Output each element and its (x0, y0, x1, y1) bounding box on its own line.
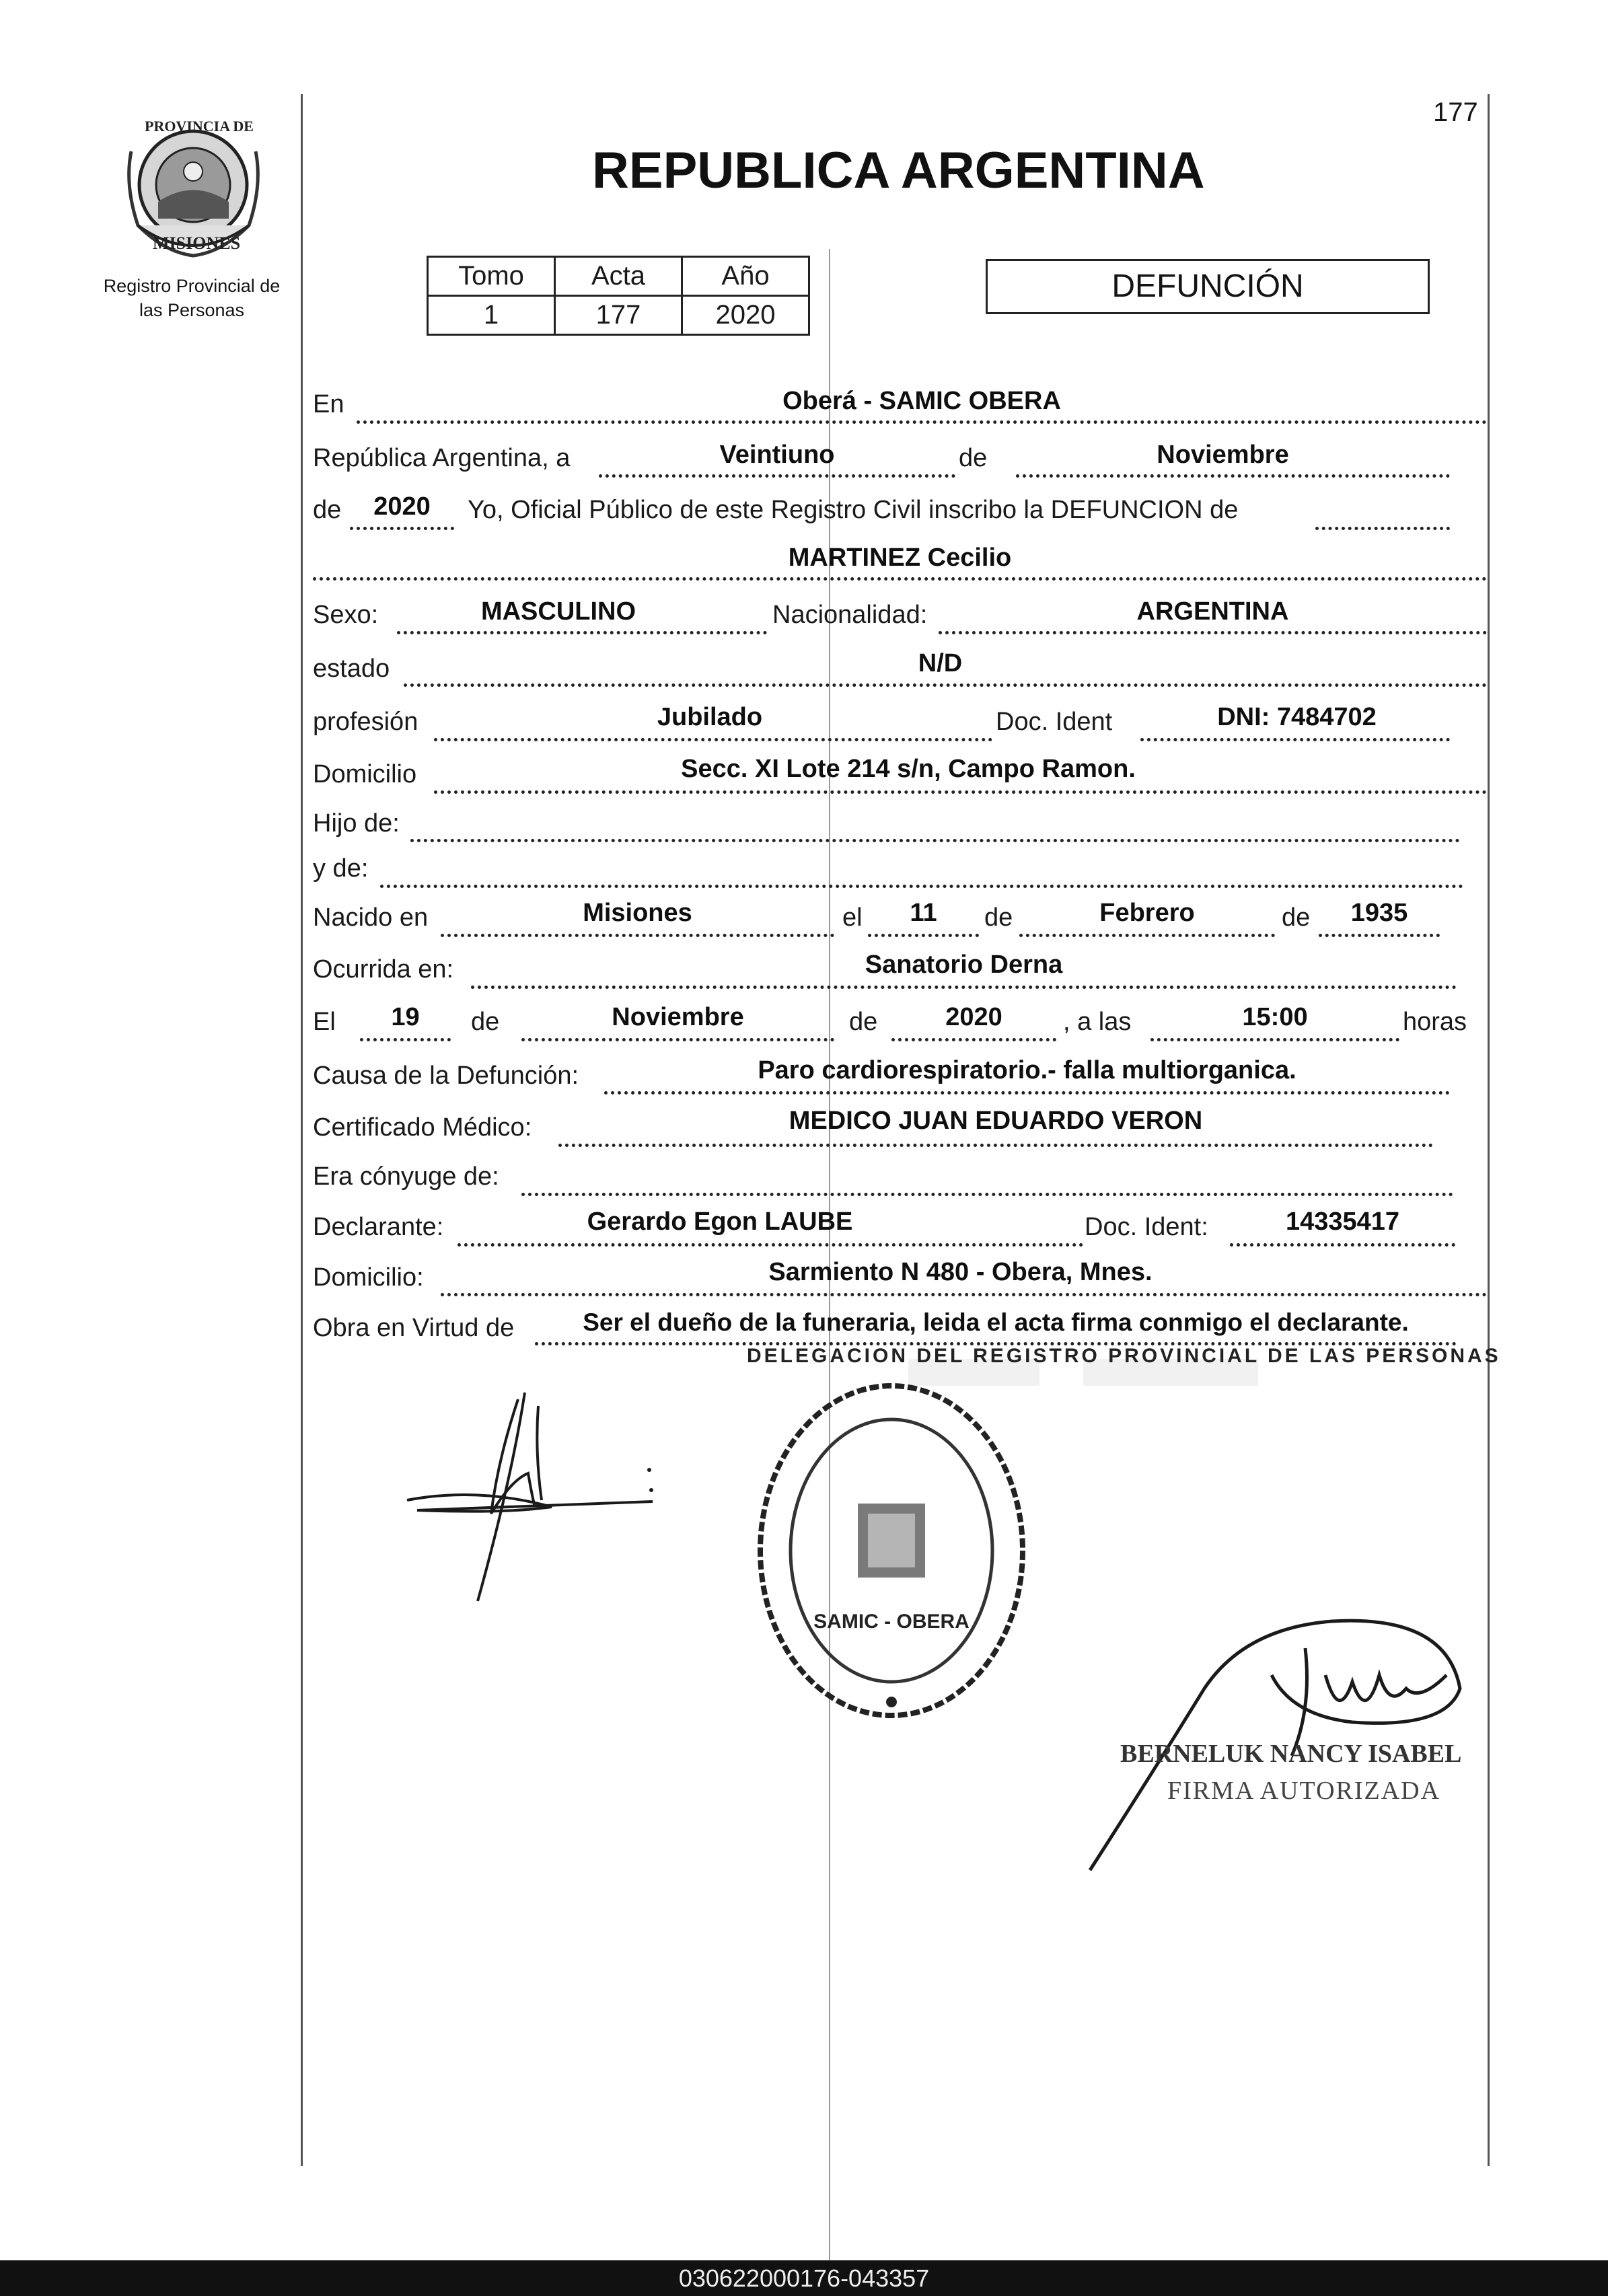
de-label-6: de (849, 1008, 878, 1036)
doc-ident-label: Doc. Ident (996, 708, 1113, 736)
official-stamp (747, 1345, 1501, 1739)
nacido-dots (441, 934, 834, 937)
nac-dia-dots (868, 934, 979, 937)
official-name: BERNELUK NANCY ISABEL (1120, 1740, 1462, 1768)
day-value: Veintiuno (719, 441, 835, 469)
year-value: 2020 (373, 492, 431, 521)
conyuge-label: Era cónyuge de: (313, 1162, 499, 1191)
estado-label: estado (313, 655, 390, 683)
hijo-dots (410, 839, 1460, 842)
seal-text-bottom: MISIONES (153, 233, 241, 253)
value-tomo: 1 (428, 296, 555, 335)
republica-label: República Argentina, a (313, 444, 571, 472)
anio-dots (350, 527, 454, 530)
domicilio2-label: Domicilio: (313, 1263, 424, 1292)
registry-name-line2: las Personas (139, 300, 245, 320)
value-anio: 2020 (682, 296, 809, 335)
header-tomo: Tomo (428, 257, 555, 296)
header-acta: Acta (555, 257, 682, 296)
de-label-1: de (959, 444, 988, 472)
nombre-dots (313, 577, 1487, 581)
nacionalidad-dots (939, 631, 1487, 634)
doc-ident-dots (1140, 738, 1450, 741)
document-type: DEFUNCIÓN (1111, 268, 1304, 304)
declarant-doc-value: 14335417 (1285, 1208, 1400, 1236)
birth-year-value: 1935 (1350, 899, 1408, 927)
ocurrida-label: Ocurrida en: (313, 955, 454, 984)
page-title: REPUBLICA ARGENTINA (592, 142, 1205, 199)
mes-dots (1016, 474, 1450, 478)
right-margin-line (1488, 94, 1490, 2166)
inscribo-text: Yo, Oficial Público de este Registro Civil inscribo la DEFUNCION de (468, 496, 1239, 524)
death-hour-value: 15:00 (1242, 1003, 1308, 1031)
en-label: En (313, 390, 344, 418)
document-type-box (986, 259, 1430, 314)
def-hora-dots (1150, 1038, 1399, 1041)
death-month-value: Noviembre (612, 1003, 744, 1031)
death-day-value: 19 (391, 1003, 420, 1031)
seal-text-top: PROVINCIA DE (145, 118, 254, 135)
dni-value: DNI: 7484702 (1217, 703, 1377, 731)
dia-dots (599, 474, 955, 478)
address-value: Secc. XI Lote 214 s/n, Campo Ramon. (681, 755, 1136, 783)
de-label-5: de (471, 1008, 500, 1036)
domicilio-dots (434, 790, 1487, 794)
cause-value: Paro cardiorespiratorio.- falla multiorganica. (758, 1056, 1296, 1084)
sexo-label: Sexo: (313, 601, 379, 629)
def-dia-dots (360, 1038, 451, 1041)
conyuge-dots (521, 1193, 1453, 1196)
de-label-4: de (1282, 903, 1311, 932)
header-anio: Año (682, 257, 809, 296)
deceased-name: MARTINEZ Cecilio (788, 544, 1012, 572)
sex-value: MASCULINO (480, 597, 636, 626)
declarante-dots (458, 1243, 1083, 1247)
de-label-2: de (313, 496, 342, 524)
official-title: FIRMA AUTORIZADA (1167, 1777, 1441, 1805)
registry-name-line1: Registro Provincial de (103, 276, 281, 296)
month-value: Noviembre (1157, 441, 1289, 469)
provincial-seal (118, 111, 269, 262)
death-year-value: 2020 (945, 1003, 1002, 1031)
marital-status-value: N/D (918, 649, 963, 677)
official-signature (1070, 1574, 1473, 1877)
page-number: 177 (1433, 98, 1478, 127)
nac-anio-dots (1319, 934, 1440, 937)
footer-code: 030622000176-043357 (678, 2264, 930, 2292)
declarant-name-value: Gerardo Egon LAUBE (587, 1208, 853, 1236)
birthplace-value: Misiones (583, 899, 692, 927)
value-acta: 177 (555, 296, 682, 335)
footer-code-bar (0, 2260, 1608, 2296)
nac-mes-dots (1019, 934, 1275, 937)
certificado-label: Certificado Médico: (313, 1113, 532, 1142)
left-margin-line (301, 94, 303, 2166)
en-dots (357, 420, 1487, 424)
obra-label: Obra en Virtud de (313, 1314, 515, 1342)
stamp-inner-text: SAMIC - OBERA (813, 1610, 970, 1633)
birth-day-value: 11 (910, 899, 937, 927)
nacionalidad-label: Nacionalidad: (772, 601, 928, 629)
domicilio-label: Domicilio (313, 760, 417, 788)
profession-value: Jubilado (657, 703, 763, 731)
horas-label: horas (1403, 1008, 1467, 1036)
doc-ident2-label: Doc. Ident: (1085, 1213, 1208, 1241)
inscribo-dots (1315, 527, 1450, 530)
hijo-label: Hijo de: (313, 809, 400, 838)
record-table (427, 256, 810, 336)
doc-ident2-dots (1230, 1243, 1455, 1247)
yde-dots (380, 885, 1463, 888)
declarant-reason-value: Ser el dueño de la funeraria, leida el acta firma conmigo el declarante. (583, 1308, 1409, 1336)
estado-dots (404, 683, 1487, 687)
profesion-dots (434, 738, 992, 741)
declarant-address-value: Sarmiento N 480 - Obera, Mnes. (768, 1258, 1153, 1286)
yde-label: y de: (313, 854, 369, 883)
birth-month-value: Febrero (1099, 899, 1195, 927)
causa-label: Causa de la Defunción: (313, 1062, 579, 1090)
El-label: El (313, 1008, 336, 1036)
stamp-ring-text: DELEGACION DEL REGISTRO PROVINCIAL DE LAS PERSONAS (747, 1345, 1501, 1367)
causa-dots (604, 1091, 1450, 1095)
sexo-dots (397, 631, 767, 634)
nationality-value: ARGENTINA (1136, 597, 1289, 626)
el-label: el (842, 903, 863, 932)
alas-label: , a las (1063, 1008, 1132, 1036)
declarant-signature (397, 1379, 666, 1621)
declarante-label: Declarante: (313, 1213, 444, 1241)
medical-certificate-value: MEDICO JUAN EDUARDO VERON (789, 1107, 1203, 1135)
de-label-3: de (984, 903, 1013, 932)
def-mes-dots (521, 1038, 834, 1041)
nacido-label: Nacido en (313, 903, 429, 932)
death-place-value: Sanatorio Derna (865, 951, 1063, 979)
def-anio-dots (891, 1038, 1056, 1041)
ocurrida-dots (471, 986, 1457, 989)
domicilio2-dots (441, 1293, 1487, 1296)
profesion-label: profesión (313, 708, 418, 736)
certificado-dots (558, 1144, 1433, 1147)
place-value: Oberá - SAMIC OBERA (782, 387, 1061, 415)
